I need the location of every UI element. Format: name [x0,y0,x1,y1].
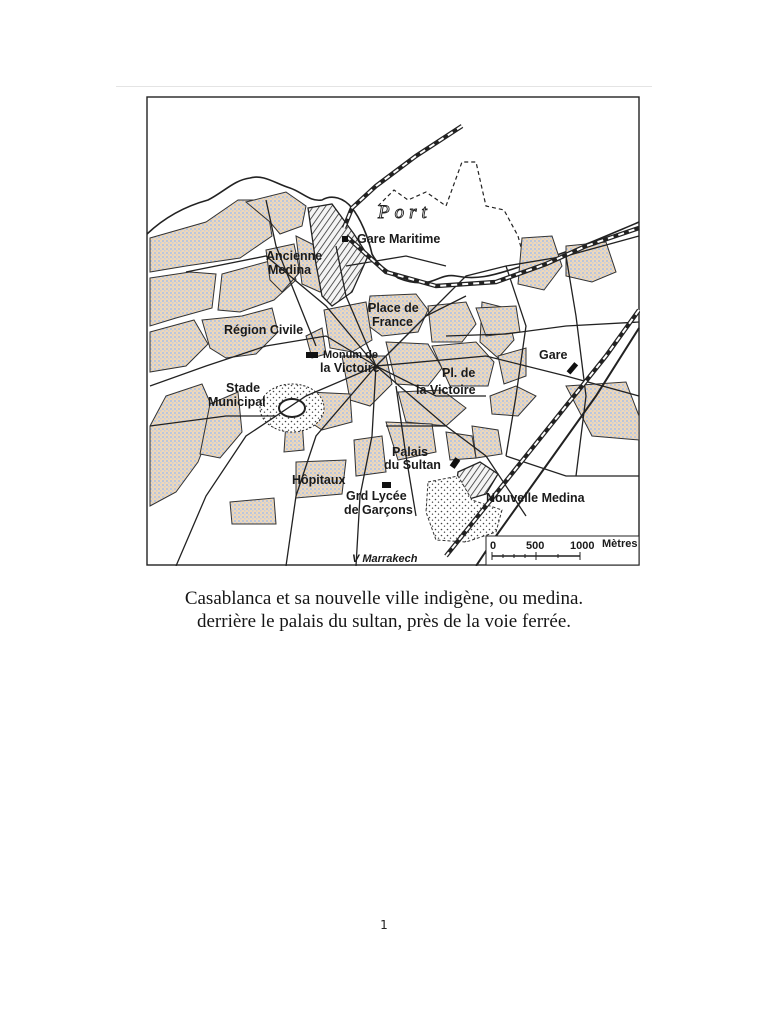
gd-lycee-label: Grd Lycée [346,489,407,503]
scale-unit-label: Mètres [602,538,638,550]
place-de-label: Place de [368,301,419,315]
municipal-label: Municipal [208,395,266,409]
port-label: Port [378,202,432,223]
monument-de-label: Monum de [323,349,378,361]
de-garcons-label: de Garçons [344,503,413,517]
du-sultan-label: du Sultan [384,458,441,472]
scale-bar [486,536,639,565]
scale-tick-0: 0 [490,540,497,552]
stade-label: Stade [226,381,261,395]
stadium [260,384,324,432]
scale-tick-1000: 1000 [570,540,595,552]
palais-label: Palais [392,445,429,459]
france-label: France [372,315,413,329]
map-caption [116,587,652,633]
hopitaux-label: Hôpitaux [292,473,346,487]
medina-label: Medina [268,263,312,277]
page-number: 1 [380,918,388,932]
region-civile-label: Région Civile [224,323,304,337]
caption-line-1: Casablanca et sa nouvelle ville indigène, ou medina. [184,588,584,609]
scale-tick-500: 500 [526,540,545,552]
place-la-victoire-label: la Victoire [416,383,476,397]
ancienne-label: Ancienne [266,249,323,263]
nouvelle-medina-label: Nouvelle Medina [486,491,585,505]
route-marrakech-label: V Marrakech [352,553,418,565]
gare-label: Gare [539,348,568,362]
caption-line-2: derrière le palais du sultan, près de la voie ferrée. [196,611,572,632]
place-de-short-label: Pl. de [442,366,476,380]
gare-maritime-label: Gare Maritime [357,232,441,246]
page-top-rule [116,86,652,87]
casablanca-map [146,96,640,566]
monument-la-victoire-label: la Victoire [320,361,380,375]
